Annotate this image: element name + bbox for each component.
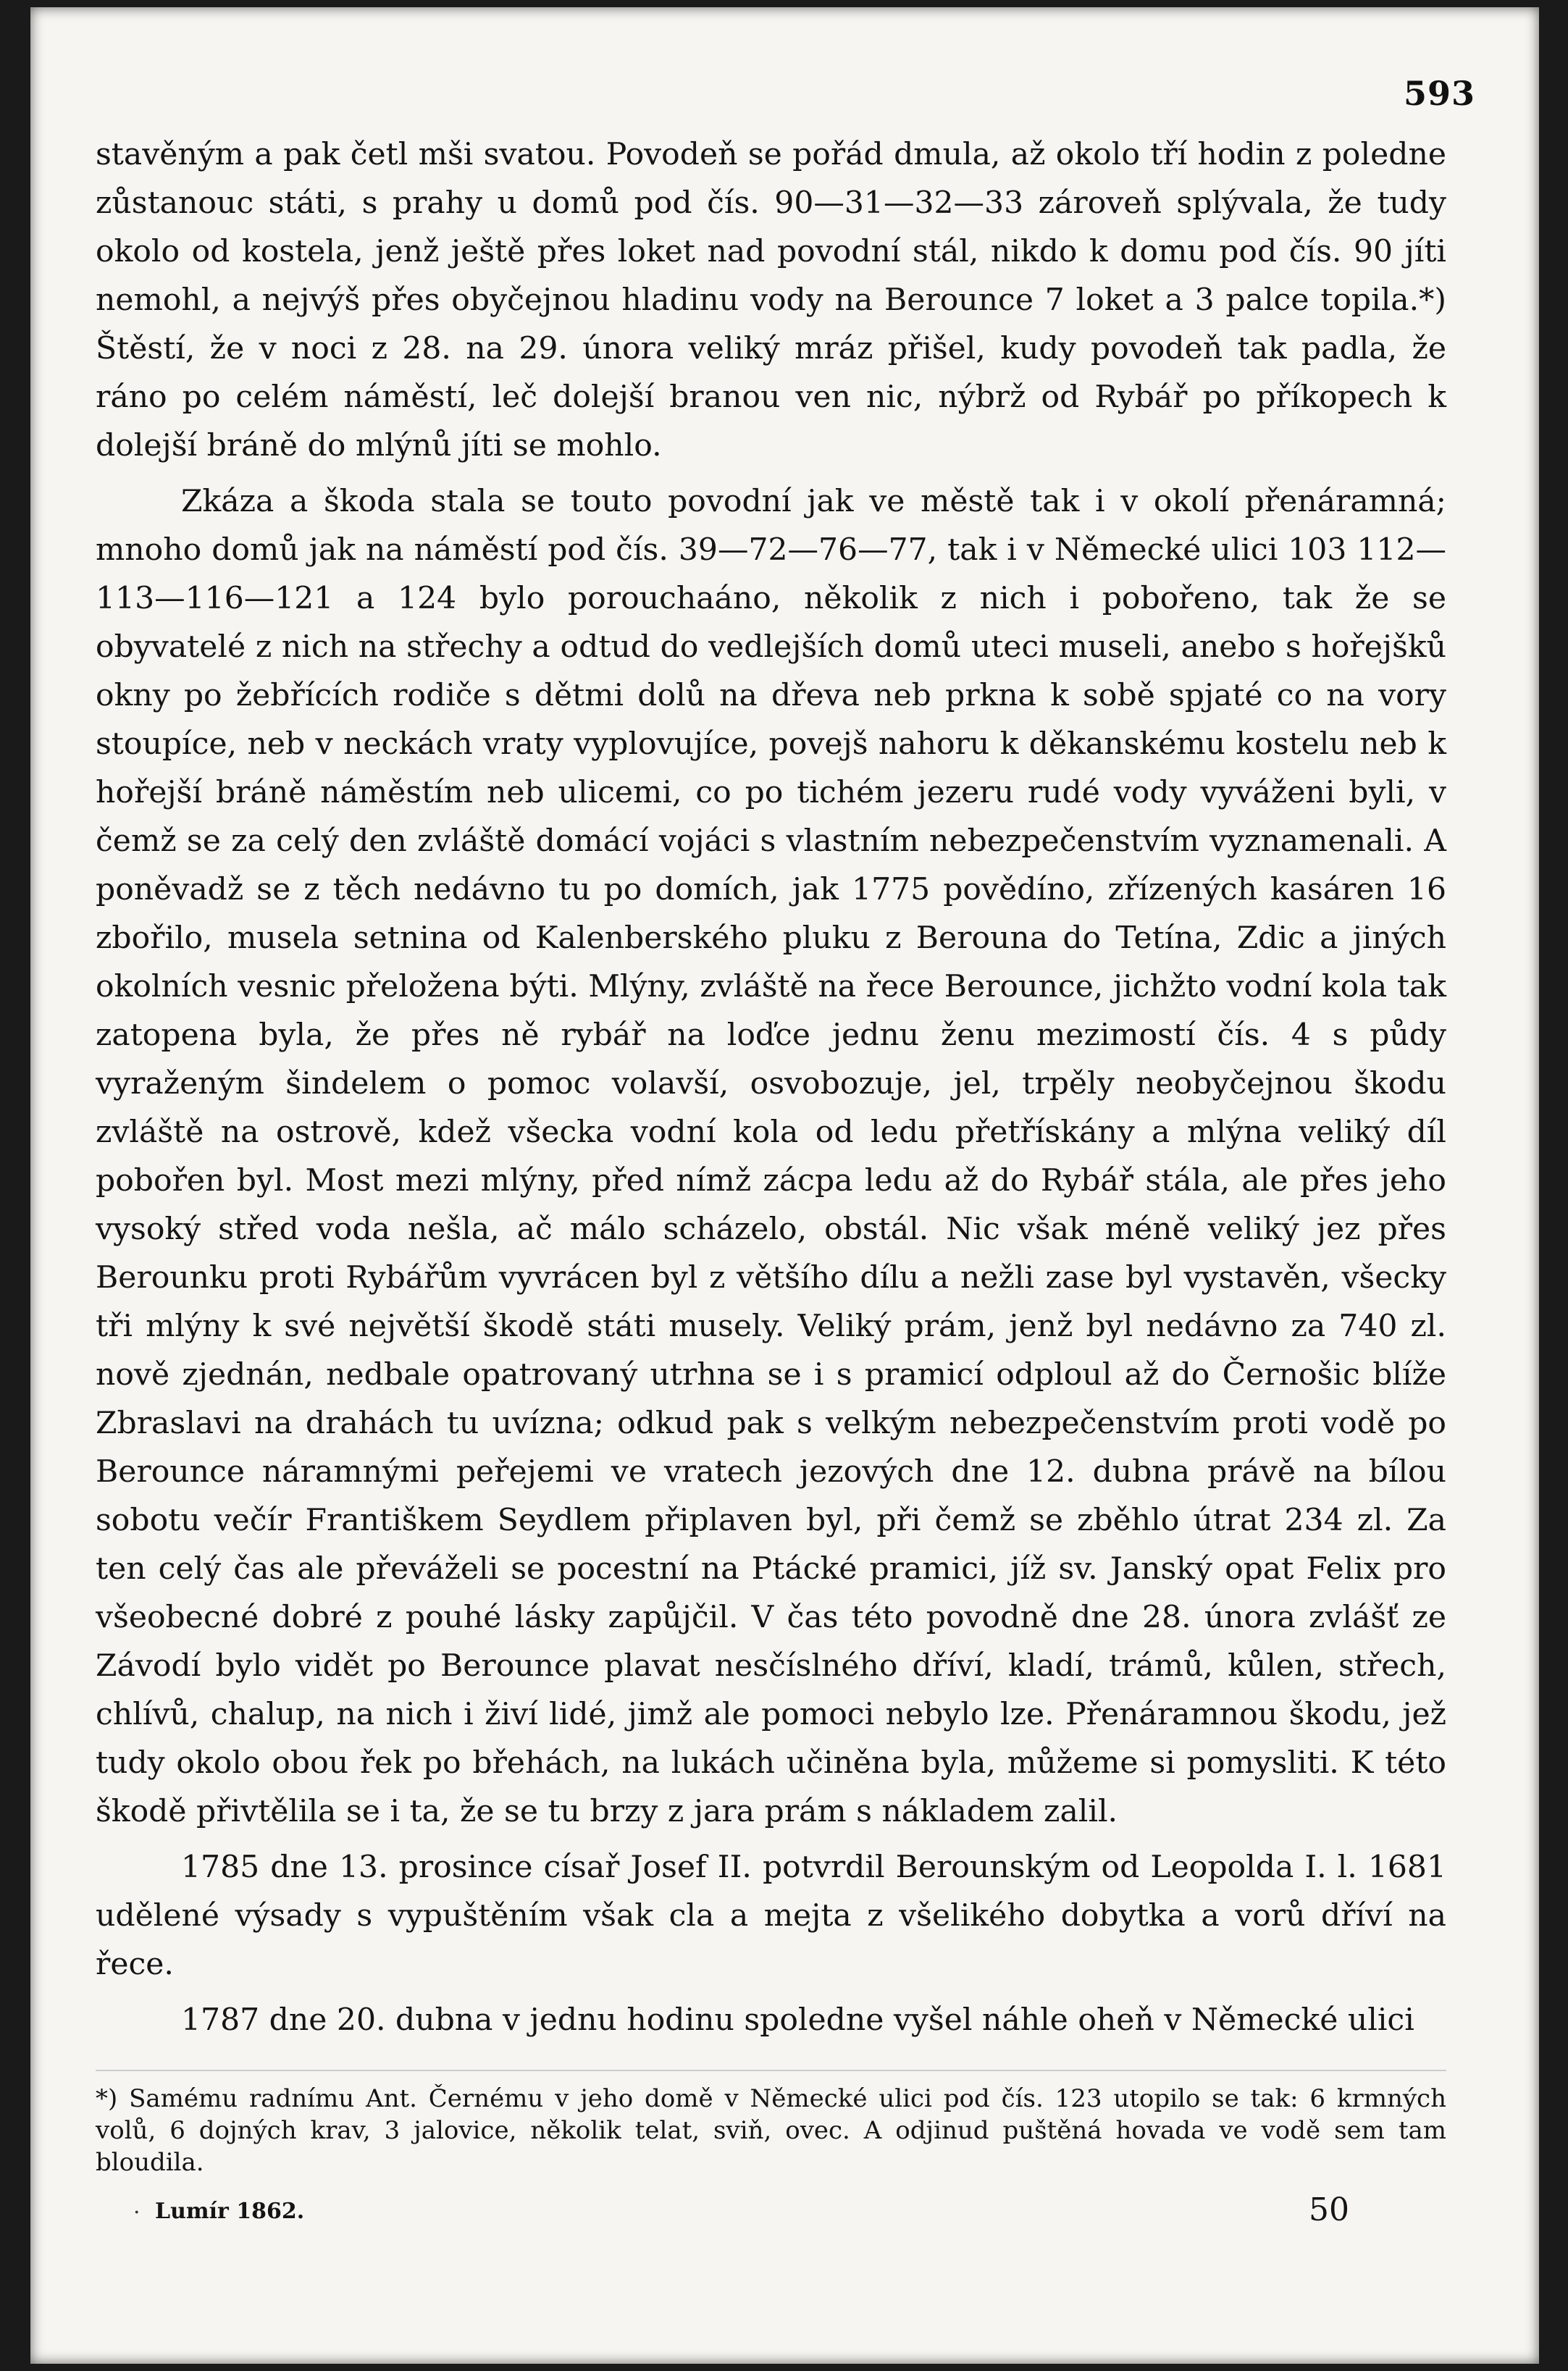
paragraph-2: Zkáza a škoda stala se touto povodní jak ve městě tak i v okolí přenáramná; mnoho domů jak na náměstí pod čís. 39—72—76—77, tak i v Německé ulici 103 112—113—116—121 a 124 bylo porouchaáno, několik z nich i pobořeno, tak že se obyvatelé z nich na střechy a odtud do vedlejších domů uteci museli, anebo s hořejšků okny po žebřících rodiče s dětmi dolů na dřeva neb prkna k sobě spjaté co na vory stoupíce, neb v neckách vraty vyplovujíce, povejš nahoru k děkanskému kostelu neb k hořejší bráně náměstím neb ulicemi, co po tichém jezeru rudé vody vyváženi byli, v čemž se za celý den zvláště domácí vojáci s vlastním nebezpečenstvím vyznamenali. A poněvadž se z těch nedávno tu po domích, jak 1775 povědíno, zřízených kasáren 16 zbořilo, musela setnina od Kalenberského pluku z Berouna do Tetína, Zdic a jiných okolních vesnic přeložena býti. Mlýny, zvláště na řece Berounce, jichžto vodní kola tak zatopena byla, že přes ně rybář na loďce jednu ženu mezimostí čís. 4 s půdy vyraženým šindelem o pomoc volavší, osvobozuje, jel, trpěly neobyčejnou škodu zvláště na ostrově, kdež všecka vodní kola od ledu přetřískány a mlýna veliký díl pobořen byl. Most mezi mlýny, před nímž zácpa ledu až do Rybář stála, ale přes jeho vysoký střed voda nešla, ač málo scházelo, obstál. Nic však méně veliký jez přes Berounku proti Rybářům vyvrácen byl z většího dílu a nežli zase byl vystavěn, všecky tři mlýny k své největší škodě státi musely. Veliký prám, jenž byl nedávno za 740 zl. nově zjednán, nedbale opatrovaný utrhna se i s pramicí odploul až do Černošic blíže Zbraslavi na drahách tu uvízna; odkud pak s velkým nebezpečenstvím proti vodě po Berounce náramnými peřejemi ve vratech jezových dne 12. dubna právě na bílou sobotu večír Františkem Seydlem připlaven byl, při čemž se zběhlo útrat 234 zl. Za ten celý čas ale převáželi se pocestní na Ptácké pramici, jíž sv. Janský opat Felix pro všeobecné dobré z pouhé lásky zapůjčil. V čas této povodně dne 28. února zvlášť ze Závodí bylo vidět po Berounce plavat nesčíslného dříví, kladí, trámů, kůlen, střech, chlívů, chalup, na nich i živí lidé, jimž ale pomoci nebylo lze. Přenáramnou škodu, jež tudy okolo obou řek po břehách, na lukách učiněna byla, můžeme si pomysliti. K této škodě přivtělila se i ta, že se tu brzy z jara prám s nákladem zalil.	[96, 484, 1446, 1829]
margin-dot: ·	[133, 2200, 141, 2225]
page-number: 593	[1403, 74, 1475, 113]
paragraph-3: 1785 dne 13. prosince císař Josef II. potvrdil Berounským od Leopolda I. l. 1681 udělené výsady s vypuštěním však cla a mejta z všelikého dobytka a vorů dříví na řece.	[96, 1850, 1446, 1982]
footnote-divider	[96, 2070, 1446, 2071]
footer-source: Lumír 1862.	[155, 2199, 305, 2224]
footnote: *) Samému radnímu Ant. Černému v jeho domě v Německé ulici pod čís. 123 utopilo se tak: 6 krmných volů, 6 dojných krav, 3 jalovice, několik telat, sviň, ovec. A odjinud puštěná hovada ve vodě sem tam bloudila.	[96, 2084, 1446, 2177]
paragraph-4: 1787 dne 20. dubna v jednu hodinu spoledne vyšel náhle oheň v Německé ulici	[181, 2002, 1414, 2038]
footer-sheet-number: 50	[1309, 2191, 1349, 2228]
scanned-page	[30, 7, 1539, 2364]
main-text	[96, 130, 1446, 2052]
paragraph-1: stavěným a pak četl mši svatou. Povodeň se pořád dmula, až okolo tří hodin z poledne zůstanouc státi, s prahy u domů pod čís. 90—31—32—33 zároveň splývala, že tudy okolo od kostela, jenž ještě přes loket nad povodní stál, nikdo k domu pod čís. 90 jíti nemohl, a nejvýš přes obyčejnou hladinu vody na Berounce 7 loket a 3 palce topila.*) Štěstí, že v noci z 28. na 29. února veliký mráz přišel, kudy povodeň tak padla, že ráno po celém náměstí, leč dolejší branou ven nic, nýbrž od Rybář po příkopech k dolejší bráně do mlýnů jíti se mohlo.	[96, 137, 1446, 463]
